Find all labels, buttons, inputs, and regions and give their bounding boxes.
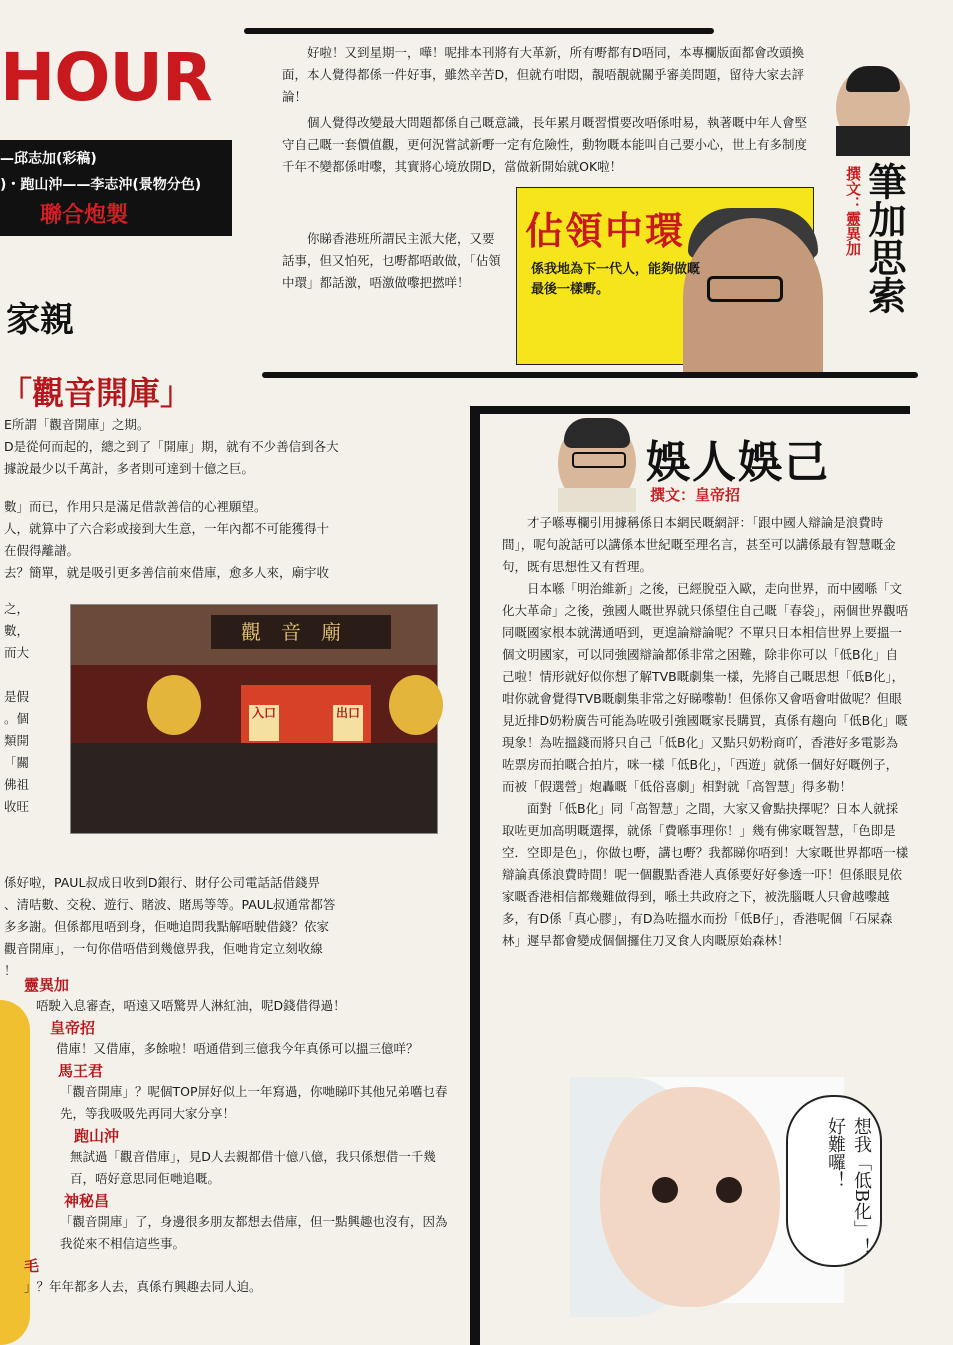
comment-author: 神秘昌 (64, 1192, 110, 1210)
paragraph: 面對「低B化」同「高智慧」之間，大家又會點抉擇呢？日本人就採取咗更加高明嘅選擇，就係「費喺事理你！」幾有佛家嘅智慧，「色即是空．空即是色」，你做乜嘢，講乜嘢？我都睇你唔到！大家嘅世界都唔一樣辯論真係浪費時間！呢一個觀點香港人真係要好好參透一吓！但係眼見依家嘅香港相信都幾難做得到，喺土共政府之下，被洗腦嘅人只會越嚟越多，有D係「真心膠」，有D為咗搵水而扮「低B仔」，香港呢個「石屎森林」遲早都會變成個個攞住刀叉食人肉嘅原始森林！ (502, 801, 909, 948)
temple-plaque: 觀音廟 (211, 615, 391, 649)
text-fragment: 收旺 (4, 799, 30, 814)
comments-section (24, 974, 454, 1298)
paragraph: 係好啦，PAUL叔成日收到D銀行、財仔公司電話話借錢畀 (4, 875, 321, 890)
paragraph: E所謂「觀音開庫」之期。 (4, 417, 150, 432)
glasses-shape (707, 276, 783, 302)
comment-author: 跑山沖 (74, 1127, 120, 1145)
column-byline: 撰文：皇帝招 (650, 486, 741, 504)
author-avatar (558, 418, 636, 508)
text-fragment: 佛祖 (4, 777, 30, 792)
comment-author: 皇帝招 (50, 1019, 96, 1037)
text-fragment: 類開 (4, 733, 30, 748)
speech-bubble-text: 想我「低B化」！好難囉！ (825, 1117, 872, 1257)
comment-text: 「觀音開庫」？呢個TOP屏好似上一年寫過，你哋睇吓其他兄弟嚿乜春先，等我吸吸先再同大家分享！ (60, 1084, 448, 1121)
paragraph: 數」而已，作用只是滿足借款善信的心裡願望。 (4, 499, 267, 514)
column-divider-top (470, 406, 910, 414)
lantern-shape (389, 675, 443, 735)
paragraph: 多多謝。但係都甩唔到身，佢哋追問我點解唔駛借錢？依家 (4, 919, 330, 934)
paragraph: 你睇香港班所謂民主派大佬，又要話事，但又怕死，乜嘢都唔敢做，「佔領中環」都話激，唔激做嚟把撚咩！ (282, 231, 501, 290)
paragraph: 才子喺專欄引用據稱係日本網民嘅網評：「跟中國人辯論是浪費時間」，呢句說話可以講係本世紀嘅至理名言，甚至可以講係最有智慧嘅金句，既有思想性又有哲理。 (502, 515, 896, 574)
column-title: 筆加思索 (862, 162, 906, 314)
paragraph: 好啦！又到星期一，嘩！呢排本刊將有大革新，所有嘢都有D唔同，本專欄版面都會改頭換面，本人覺得都係一件好事，雖然辛苦D，但就冇咁悶，靚唔靚就關乎審美問題，留待大家去評論！ (282, 45, 805, 104)
section-subheading: 「觀音開庫」 (0, 374, 193, 412)
comment-text: 」？年年都多人去，真係冇興趣去同人迫。 (24, 1279, 262, 1294)
paragraph: 去？簡單，就是吸引更多善信前來借庫，愈多人來，廟宇收 (4, 565, 330, 580)
credits-box (0, 140, 232, 236)
comment-author: 馬王君 (58, 1062, 104, 1080)
text-fragment: 。個 (4, 711, 30, 726)
column-title: 娛人娛己 (646, 437, 830, 488)
comment-text: 唔駛入息審查，唔遠又唔驚畀人淋紅油，呢D錢借得過！ (36, 998, 346, 1013)
paragraph: 人，就算中了六合彩或接到大生意，一年內都不可能獲得十 (4, 521, 330, 536)
wavy-divider (244, 28, 714, 34)
paragraph: 、清咭數、交稅、遊行、賭波、賭馬等等。PAUL叔通常都答 (4, 897, 336, 912)
top-article-3 (282, 228, 506, 294)
comment-author: 靈異加 (24, 976, 70, 994)
text-fragment: 而大 (4, 645, 30, 660)
paragraph: ！ (4, 963, 17, 978)
comment-text: 「觀音開庫」了，身邊很多朋友都想去借庫，但一點興趣也沒有，因為我從來不相信這些事。 (60, 1214, 448, 1251)
comment-text: 無試過「觀音借庫」，見D人去親都借十億八億，我只係想借一千幾百，唔好意思同佢哋追嘅。 (70, 1149, 436, 1186)
section-heading: 家親 (6, 300, 74, 340)
baby-eye (716, 1177, 742, 1203)
column-byline: 撰文：靈異加 (844, 166, 862, 256)
paragraph: 日本喺「明治維新」之後，已經脫亞入歐，走向世界，而中國喺「文化大革命」之後，強國人嘅世界就只係望住自己嘅「春袋」，兩個世界觀唔同嘅國家根本就溝通唔到，更遑論辯論呢？不單只日本相信世界上要搵一個文明國家，可以同強國辯論都係非常之困難，除非你可以「低B化」自己啦！情形就好似你想了解TVB嘅劇集一樣，先將自己嘅思想「低B化」，咁你就會覺得TVB嘅劇集非常之好睇嚟勒！但係你又會唔會咁做呢？但眼見近排D奶粉廣告可能為咗吸引強國嘅家長購買，真係有趨向「低B化」嘅現象！為咗搵錢而將只自己「低B化」又點只奶粉商吖，香港好多電影為咗票房而拍嘅合拍片，咪一樣「低B化」，「西遊」就係一個好好嘅例子，而被「假選營」炮轟嘅「低俗喜劇」相對就「高智慧」得多勒！ (502, 581, 909, 794)
left-article-intro (4, 414, 456, 584)
comment-text: 借庫！又借庫，多餘啦！唔通借到三億我今年真係可以搵三億咩？ (56, 1041, 419, 1056)
paragraph: 據說最少以千萬計，多者則可達到十億之巨。 (4, 461, 255, 476)
exit-sign: 出口 (333, 705, 363, 741)
masthead-fragment: HOUR (0, 39, 212, 116)
left-article-body (4, 872, 456, 982)
credits-production: 聯合炮製 (40, 203, 129, 228)
paragraph: 在假得離譜。 (4, 543, 80, 558)
credits-line: )・跑山沖——李志沖(景物分色) (0, 177, 202, 193)
right-article (502, 512, 910, 952)
text-fragment: 「關 (4, 755, 30, 770)
left-side-fragments (4, 598, 44, 818)
credits-line: —邱志加(彩稿) (0, 151, 97, 167)
occupy-central-ad (516, 187, 814, 365)
entrance-sign: 入口 (249, 705, 279, 741)
baby-eye (652, 1177, 678, 1203)
lantern-shape (147, 675, 201, 735)
comment-author: 毛 (24, 1257, 40, 1275)
paragraph: D是從何而起的，總之到了「開庫」期，就有不少善信到各大 (4, 439, 339, 454)
author-avatar (836, 66, 910, 150)
text-fragment: 數， (4, 623, 30, 638)
temple-photo (70, 604, 438, 834)
wavy-divider (262, 372, 918, 378)
top-article-2 (282, 112, 812, 178)
paragraph: 個人覺得改變最大問題都係自己嘅意識，長年累月嘅習慣要改唔係咁易，執著嘅中年人會堅守自己嘅一套價值觀，更何況嘗試新嘢一定有危險性，動物嘅本能叫自己要小心，世上有多制度千年不變都係咁嚟，其實將心境放開D，當做新開始就OK啦！ (282, 115, 808, 174)
ad-slogan: 係我地為下一代人，能夠做嘅最後一樣嘢。 (531, 262, 701, 297)
top-article (282, 42, 812, 108)
text-fragment: 之， (4, 601, 30, 616)
crowd (71, 743, 437, 833)
speech-bubble (786, 1095, 882, 1267)
ad-title: 佔領中環 (525, 209, 686, 253)
column-divider (470, 406, 480, 1345)
paragraph: 觀音開庫」，一句你借唔借到幾億畀我，佢哋肯定立刻收線 (4, 941, 323, 956)
text-fragment: 是假 (4, 689, 30, 704)
baby-face (600, 1087, 780, 1307)
